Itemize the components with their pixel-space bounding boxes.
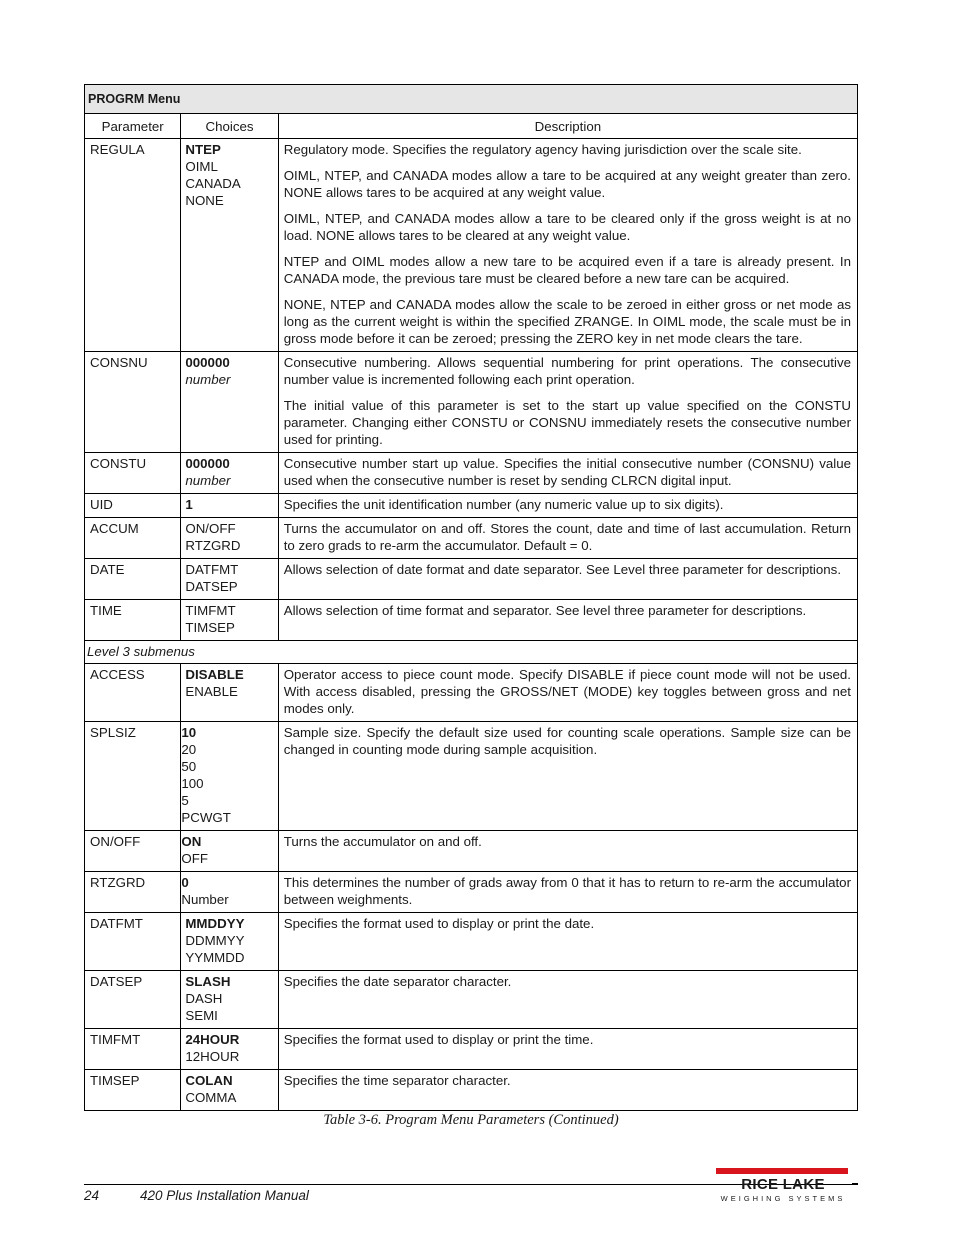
description-cell (278, 913, 857, 971)
description-paragraph: Consecutive numbering. Allows sequential numbering for print operations. The consecutive number value is incremented following each print operation. (283, 355, 851, 387)
choices-cell (181, 971, 278, 1029)
logo-tagline: WEIGHING SYSTEMS (720, 1194, 846, 1203)
table-row (85, 722, 858, 831)
description-cell (278, 453, 857, 494)
description-paragraph: Specifies the date separator character. (283, 974, 512, 989)
default-choice: MMDDYY (185, 916, 245, 931)
choice-option: TIMFMT (185, 603, 236, 618)
choice-option: OIML (185, 159, 218, 174)
description-paragraph: OIML, NTEP, and CANADA modes allow a tare to be cleared only if the gross weight is at no load. NONE allows tares to be cleared at any weight value. (283, 211, 851, 243)
table-row (85, 872, 858, 913)
default-choice: DISABLE (185, 667, 244, 682)
parameter-cell: RTZGRD (85, 872, 181, 913)
parameter-cell: REGULA (85, 139, 181, 352)
choice-option: number (185, 473, 231, 488)
choice-option: NONE (185, 193, 224, 208)
parameter-cell: SPLSIZ (85, 722, 181, 831)
description-paragraph: NTEP and OIML modes allow a new tare to be acquired even if a tare is already present. In CANADA mode, the previous tare must be cleared before a new tare can be acquired. (283, 254, 851, 286)
description-paragraph: NONE, NTEP and CANADA modes allow the scale to be zeroed in either gross or net mode as long as the current weight is within the specified ZRANGE. In OIML mode, the scale must be in gross mode before it can be zeroed; pressing the ZERO key in net mode clears the tare. (283, 297, 851, 346)
choice-option: DDMMYY (185, 933, 245, 948)
choice-option: OFF (181, 851, 208, 866)
description-cell (278, 1029, 857, 1070)
manual-title: 420 Plus Installation Manual (140, 1188, 309, 1203)
table-row (85, 453, 858, 494)
choice-option: Number (181, 892, 229, 907)
choice-option: SEMI (185, 1008, 218, 1023)
parameter-cell: CONSTU (85, 453, 181, 494)
description-paragraph: Sample size. Specify the default size used for counting scale operations. Sample size can be changed in counting mode during sample acquisition. (283, 725, 851, 757)
choice-option: PCWGT (181, 810, 231, 825)
choices-cell (181, 518, 278, 559)
parameter-cell: DATE (85, 559, 181, 600)
table-row (85, 971, 858, 1029)
choices-cell (181, 913, 278, 971)
default-choice: SLASH (185, 974, 231, 989)
header-parameter: Parameter (85, 114, 181, 139)
description-paragraph: Allows selection of date format and date separator. See Level three parameter for descriptions. (283, 562, 842, 577)
parameter-cell: ACCESS (85, 664, 181, 722)
page-number: 24 (84, 1188, 100, 1203)
description-cell (278, 518, 857, 559)
choice-option: CANADA (185, 176, 241, 191)
description-paragraph: The initial value of this parameter is set to the start up value specified on the CONSTU parameter. Changing either CONSTU or CONSNU immediately resets the consecutive number used for printing. (283, 398, 851, 447)
table-row (85, 518, 858, 559)
choice-option: ON/OFF (185, 521, 236, 536)
parameter-cell: UID (85, 494, 181, 518)
table-row (85, 664, 858, 722)
default-choice: 000000 (185, 456, 230, 471)
header-description: Description (278, 114, 857, 139)
choices-cell (181, 722, 278, 831)
description-paragraph: Operator access to piece count mode. Specify DISABLE if piece count mode will not be used. With access disabled, pressing the GROSS/NET (MODE) key toggles between gross and net modes only. (283, 667, 851, 716)
default-choice: ON (181, 834, 202, 849)
table-row (85, 600, 858, 641)
choices-cell (181, 831, 278, 872)
default-choice: NTEP (185, 142, 221, 157)
logo-red-bar (716, 1168, 848, 1174)
choices-cell (181, 600, 278, 641)
parameter-cell: TIME (85, 600, 181, 641)
choice-option: 50 (181, 759, 197, 774)
description-paragraph: Turns the accumulator on and off. (283, 834, 482, 849)
description-cell (278, 831, 857, 872)
choice-option: 100 (181, 776, 204, 791)
parameter-cell: CONSNU (85, 352, 181, 453)
choices-cell (181, 872, 278, 913)
table-row (85, 139, 858, 352)
description-cell (278, 722, 857, 831)
choice-option: ENABLE (185, 684, 238, 699)
choice-option: COMMA (185, 1090, 237, 1105)
parameter-cell: DATSEP (85, 971, 181, 1029)
default-choice: 0 (181, 875, 189, 890)
choices-cell (181, 559, 278, 600)
logo-mark (852, 1183, 858, 1185)
default-choice: 10 (181, 725, 197, 740)
program-menu-table (84, 84, 858, 1111)
table-row (85, 831, 858, 872)
choices-cell (181, 352, 278, 453)
table-row (85, 1029, 858, 1070)
parameter-cell: TIMSEP (85, 1070, 181, 1111)
choice-option: DATFMT (185, 562, 239, 577)
description-cell (278, 872, 857, 913)
description-paragraph: Allows selection of time format and separator. See level three parameter for descriptions. (283, 603, 807, 618)
description-cell (278, 1070, 857, 1111)
choice-option: RTZGRD (185, 538, 241, 553)
choice-option: YYMMDD (185, 950, 245, 965)
choice-option: 20 (181, 742, 197, 757)
description-cell (278, 352, 857, 453)
parameter-cell: DATFMT (85, 913, 181, 971)
choices-cell (181, 664, 278, 722)
default-choice: 24HOUR (185, 1032, 240, 1047)
default-choice: 1 (185, 497, 193, 512)
description-paragraph: Specifies the unit identification number (any numeric value up to six digits). (283, 497, 724, 512)
description-cell (278, 664, 857, 722)
logo-name: RICE LAKE (741, 1176, 825, 1193)
description-paragraph: Specifies the format used to display or print the date. (283, 916, 595, 931)
choice-option: 5 (181, 793, 189, 808)
header-row (85, 114, 858, 139)
choices-cell (181, 494, 278, 518)
subheading-section (85, 641, 858, 664)
level3-subheading: Level 3 submenus (85, 641, 858, 664)
description-cell (278, 600, 857, 641)
parameter-cell: ACCUM (85, 518, 181, 559)
menu-rows (85, 139, 858, 641)
description-paragraph: OIML, NTEP, and CANADA modes allow a tare to be acquired at any weight greater than zero. NONE allows tares to be acquired at any weight value. (283, 168, 851, 200)
choice-option: 12HOUR (185, 1049, 240, 1064)
description-cell (278, 971, 857, 1029)
default-choice: 000000 (185, 355, 230, 370)
description-paragraph: This determines the number of grads away from 0 that it has to return to re-arm the accumulator between weighments. (283, 875, 851, 907)
choices-cell (181, 453, 278, 494)
rice-lake-logo (716, 1168, 862, 1208)
choices-cell (181, 1070, 278, 1111)
description-paragraph: Specifies the time separator character. (283, 1073, 511, 1088)
description-cell (278, 559, 857, 600)
description-paragraph: Regulatory mode. Specifies the regulatory agency having jurisdiction over the scale site. (283, 142, 802, 157)
description-cell (278, 494, 857, 518)
choice-option: DASH (185, 991, 223, 1006)
parameter-cell: TIMFMT (85, 1029, 181, 1070)
table-row (85, 559, 858, 600)
parameter-cell: ON/OFF (85, 831, 181, 872)
choice-option: TIMSEP (185, 620, 235, 635)
description-paragraph: Specifies the format used to display or print the time. (283, 1032, 594, 1047)
description-paragraph: Consecutive number start up value. Specifies the initial consecutive number (CONSNU) value used when the consecutive number is reset by sending CLRCN digital input. (283, 456, 851, 488)
choice-option: number (185, 372, 231, 387)
default-choice: COLAN (185, 1073, 233, 1088)
header-choices: Choices (181, 114, 278, 139)
choice-option: DATSEP (185, 579, 238, 594)
choices-cell (181, 1029, 278, 1070)
choices-cell (181, 139, 278, 352)
table-caption: Table 3-6. Program Menu Parameters (Continued) (323, 1112, 619, 1128)
description-cell (278, 139, 857, 352)
table-title: PROGRM Menu (85, 85, 858, 114)
table-row (85, 913, 858, 971)
description-paragraph: Turns the accumulator on and off. Stores the count, date and time of last accumulation. Return to zero grads to re-arm the accumulator. Default = 0. (283, 521, 851, 553)
table-row (85, 494, 858, 518)
table-row (85, 1070, 858, 1111)
level3-rows (85, 664, 858, 1111)
table-row (85, 352, 858, 453)
